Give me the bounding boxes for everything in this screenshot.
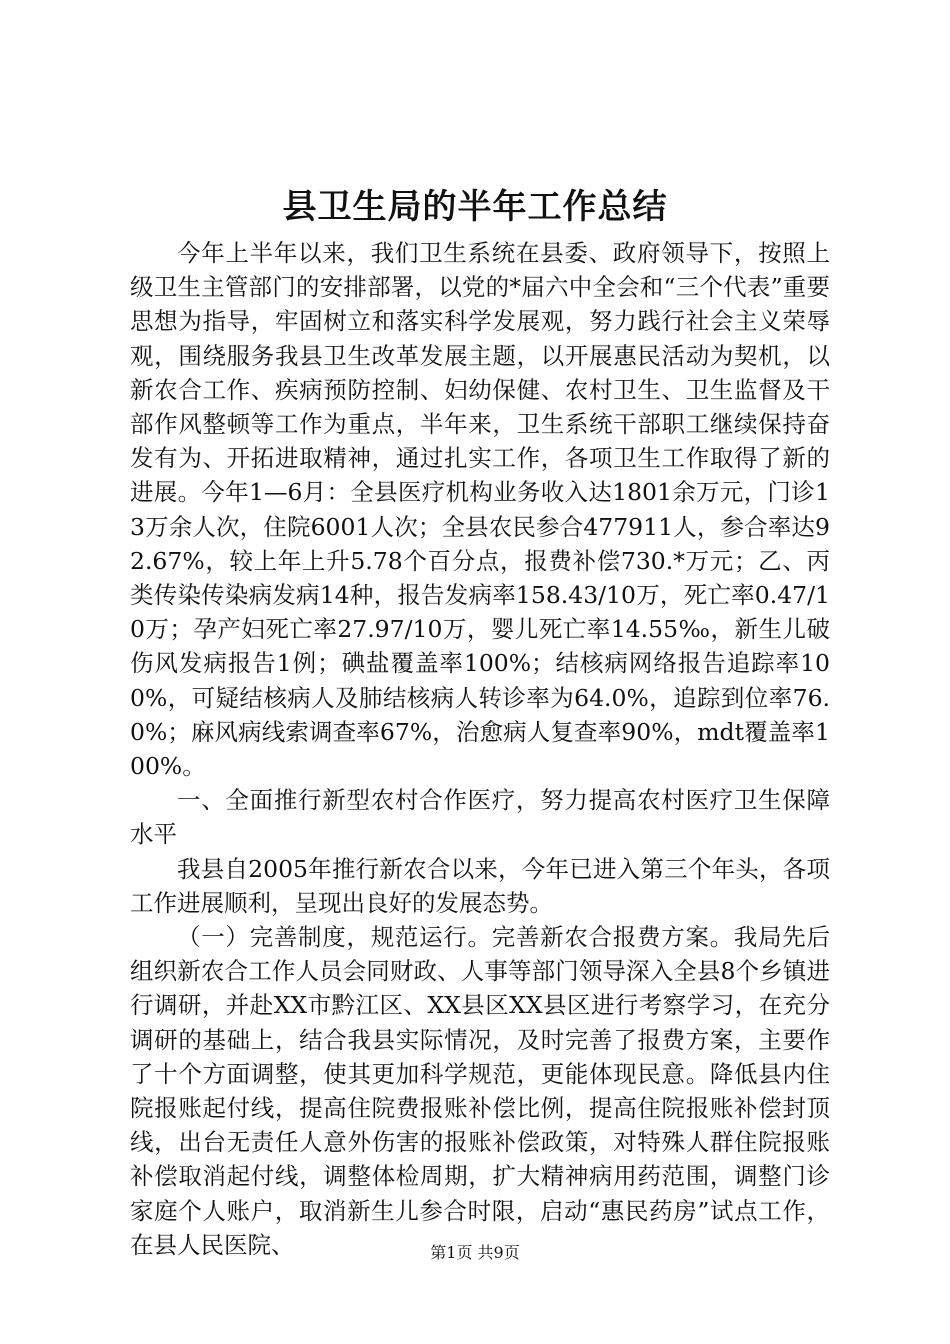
document-title: 县卫生局的半年工作总结 (282, 187, 668, 227)
page-footer: 第1页 共9页 (430, 1243, 520, 1262)
section-heading-1: 一、全面推行新型农村合作医疗，努力提高农村医疗卫生保障水平 (130, 786, 830, 849)
paragraph-section-1-intro: 我县自2005年推行新农合以来，今年已进入第三个年头，各项工作进展顺利，呈现出良好的发展态势。 (130, 854, 830, 917)
paragraph-subsection-1: （一）完善制度，规范运行。完善新农合报费方案。我局先后组织新农合工作人员会同财政、人事等部门领导深入全县8个乡镇进行调研，并赴XX市黔江区、XX县区XX县区进行考察学习，在充分调研的基础上，结合我县实际情况，及时完善了报费方案，主要作了十个方面调整，使其更加科学规范，更能体现民意。降低县内住院报账起付线，提高住院费报账补偿比例，提高住院报账补偿封顶线，出台无责任人意外伤害的报账补偿政策，对特殊人群住院报账补偿取消起付线，调整体检周期，扩大精神病用药范围，调整门诊家庭个人账户，取消新生儿参合时限，启动“惠民药房”试点工作，在县人民医院、 (130, 923, 830, 1259)
paragraph-intro: 今年上半年以来，我们卫生系统在县委、政府领导下，按照上级卫生主管部门的安排部署，以党的*届六中全会和“三个代表”重要思想为指导，牢固树立和落实科学发展观，努力践行社会主义荣辱观，围绕服务我县卫生改革发展主题，以开展惠民活动为契机，以新农合工作、疾病预防控制、妇幼保健、农村卫生、卫生监督及干部作风整顿等工作为重点，半年来，卫生系统干部职工继续保持奋发有为、开拓进取精神，通过扎实工作，各项卫生工作取得了新的进展。今年1—6月：全县医疗机构业务收入达1801余万元，门诊13万余人次，住院6001人次；全县农民参合477911人，参合率达92.67%，较上年上升5.78个百分点，报费补偿730.*万元；乙、丙类传染传染病发病14种，报告发病率158.43/10万，死亡率0.47/10万；孕产妇死亡率27.97/10万，婴儿死亡率14.55‰，新生儿破伤风发病报告1例；碘盐覆盖率100%；结核病网络报告追踪率100%，可疑结核病人及肺结核病人转诊率为64.0%，追踪到位率76.0%；麻风病线索调查率67%，治愈病人复查率90%，mdt覆盖率100%。 (130, 239, 830, 781)
document-body (130, 236, 830, 1262)
